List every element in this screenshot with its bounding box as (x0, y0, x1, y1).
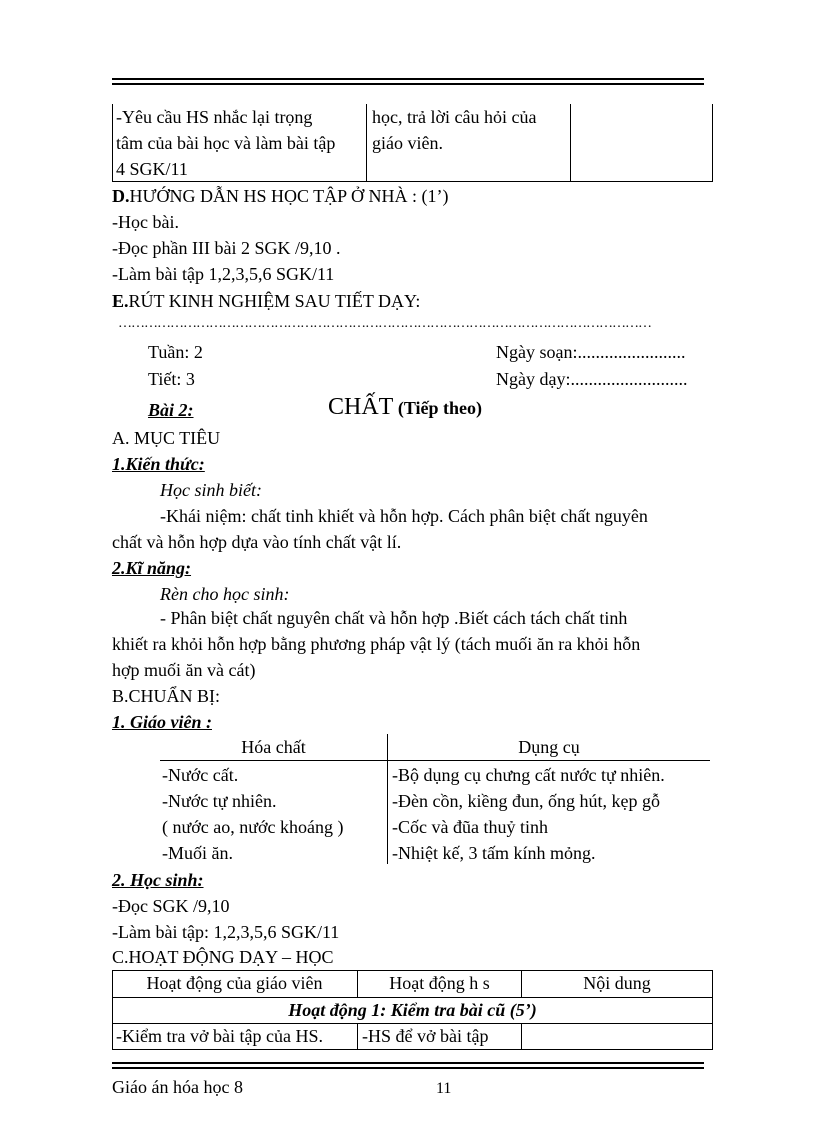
list-item: -Đọc phần III bài 2 SGK /9,10 . (112, 238, 341, 258)
dotted-line: …………………………………………………………………………………………………………… (118, 316, 651, 331)
prep-date: Ngày soạn:........................ (496, 342, 686, 362)
list-item: -Làm bài tập: 1,2,3,5,6 SGK/11 (112, 922, 340, 942)
table-header: Nội dung (583, 973, 651, 993)
skill-line: hợp muối ăn và cát) (112, 660, 256, 680)
table-header: Hoạt động của giáo viên (146, 973, 323, 993)
header-rule (112, 83, 704, 85)
skill-line: khiết ra khỏi hỗn hợp bằng phương pháp vật lý (tách muối ăn ra khỏi hỗn (112, 634, 641, 654)
chemical-list: -Nước cất. -Nước tự nhiên. ( nước ao, nước khoáng ) -Muối ăn. (162, 765, 344, 863)
footer-rule (112, 1067, 704, 1069)
skill-intro: Rèn cho học sinh: (160, 584, 290, 604)
knowledge-line: -Khái niệm: chất tinh khiết và hỗn hợp. Cách phân biệt chất nguyên (160, 506, 648, 526)
student-heading: 2. Học sinh: (112, 870, 204, 890)
section-d-heading: D.HƯỚNG DẪN HS HỌC TẬP Ở NHÀ : (1’) (112, 186, 449, 206)
skill-line: - Phân biệt chất nguyên chất và hỗn hợp .Biết cách tách chất tinh (160, 608, 628, 628)
skill-heading: 2.Kĩ năng: (112, 558, 192, 578)
page-number: 11 (436, 1080, 452, 1097)
list-item: -Làm bài tập 1,2,3,5,6 SGK/11 (112, 264, 335, 284)
list-item: -Học bài. (112, 212, 179, 232)
top-table-col1: -Yêu cầu HS nhắc lại trọng tâm của bài học và làm bài tập 4 SGK/11 (116, 107, 336, 179)
table-cell: -HS để vở bài tập (362, 1026, 489, 1046)
knowledge-intro: Học sinh biết: (160, 480, 262, 500)
header-rule (112, 78, 704, 80)
footer-rule (112, 1062, 704, 1064)
lesson-label: Bài 2: (148, 400, 194, 420)
teach-date: Ngày dạy:.......................... (496, 369, 688, 389)
section-a-heading: A. MỤC TIÊU (112, 428, 221, 448)
section-c-heading: C.HOẠT ĐỘNG DẠY – HỌC (112, 947, 334, 967)
section-e-heading: E.RÚT KINH NGHIỆM SAU TIẾT DẠY: (112, 291, 421, 311)
footer-title: Giáo án hóa học 8 (112, 1077, 243, 1097)
section-b-heading: B.CHUẨN BỊ: (112, 686, 221, 706)
table-cell: -Kiểm tra vở bài tập của HS. (116, 1026, 323, 1046)
table-header: Hóa chất (241, 737, 306, 757)
activity-title: Hoạt động 1: Kiểm tra bài cũ (5’) (288, 1000, 537, 1020)
week: Tuần: 2 (148, 342, 203, 362)
table-header: Dụng cụ (518, 737, 580, 757)
lesson-title: CHẤT (Tiếp theo) (328, 394, 483, 420)
top-table-col2: học, trả lời câu hỏi của giáo viên. (372, 107, 537, 153)
teacher-heading: 1. Giáo viên : (112, 712, 212, 732)
period: Tiết: 3 (148, 369, 195, 389)
table-header: Hoạt động h s (389, 973, 490, 993)
list-item: -Đọc SGK /9,10 (112, 896, 230, 916)
knowledge-line: chất và hỗn hợp dựa vào tính chất vật lí. (112, 532, 402, 552)
knowledge-heading: 1.Kiến thức: (112, 454, 205, 474)
tool-list: -Bộ dụng cụ chưng cất nước tự nhiên. -Đèn cồn, kiềng đun, ống hút, kẹp gỗ -Cốc và đũa thuỷ tinh -Nhiệt kế, 3 tấm kính mỏng. (392, 765, 665, 863)
